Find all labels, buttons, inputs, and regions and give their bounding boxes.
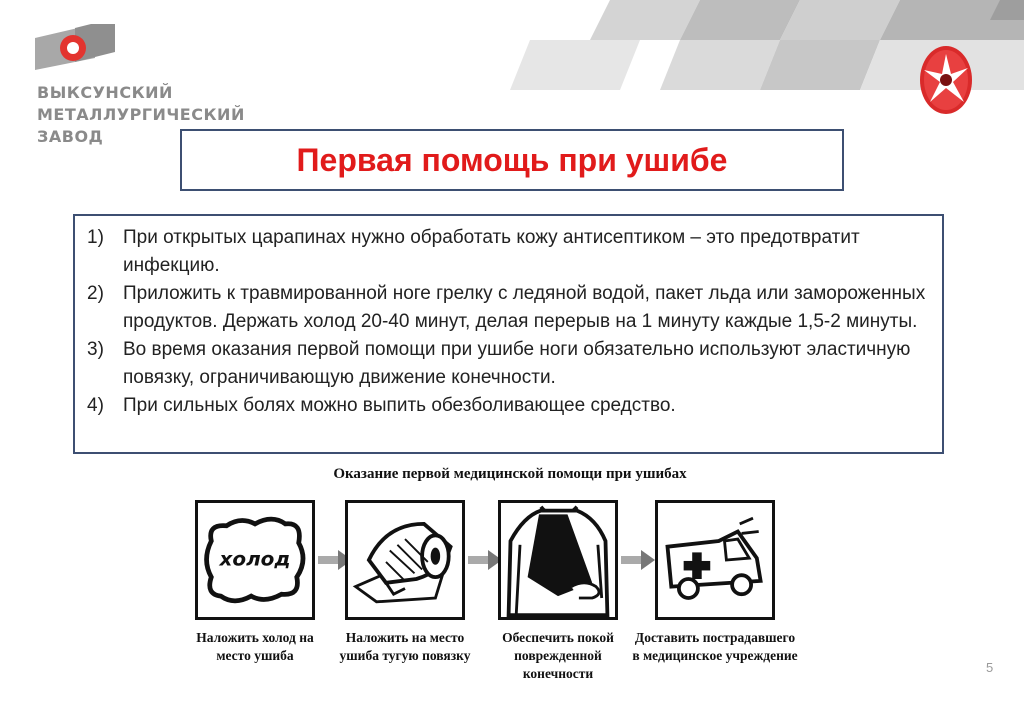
vmz-logo-icon — [35, 24, 115, 70]
list-item — [87, 392, 932, 420]
list-item — [87, 224, 932, 280]
bandage-roll-icon — [345, 500, 465, 620]
list-item-number: 1) — [87, 227, 104, 248]
arm-sling-icon — [498, 500, 618, 620]
list-item-number: 2) — [87, 283, 104, 304]
arrow-right-icon — [621, 550, 655, 570]
step-caption: Наложить холод на место ушиба — [196, 630, 314, 663]
title-box — [180, 129, 844, 191]
omk-emblem-icon — [918, 44, 974, 116]
company-name-line: ЗАВОД — [37, 127, 104, 146]
page-number: 5 — [986, 660, 994, 675]
list-item-text: При открытых царапинах нужно обработать кожу антисептиком – это предотвратит инфекцию. — [123, 227, 860, 276]
company-name-line: МЕТАЛЛУРГИЧЕСКИЙ — [37, 105, 245, 124]
list-item — [87, 280, 932, 336]
cold-word: холод — [219, 546, 291, 571]
cold-pack-icon — [195, 500, 315, 620]
list-item-number: 3) — [87, 339, 104, 360]
ambulance-icon — [655, 500, 775, 620]
list-item — [87, 336, 932, 392]
illustration-title: Оказание первой медицинской помощи при ушибах — [333, 466, 687, 482]
list-item-text: При сильных болях можно выпить обезболивающее средство. — [123, 395, 676, 416]
list-item-text: Приложить к травмированной ноге грелку с ледяной водой, пакет льда или замороженных продуктов. Держать холод 20-40 минут, делая перерыв на 1 минуту каждые 1,5-2 минуты. — [123, 283, 926, 332]
list-item-number: 4) — [87, 395, 104, 416]
step-caption: Обеспечить покой поврежденной конечности — [502, 630, 614, 681]
step-caption: Доставить пострадавшего в медицинское учреждение — [632, 630, 798, 663]
instructions-list — [73, 214, 944, 454]
company-name-line: ВЫКСУНСКИЙ — [37, 83, 173, 102]
page-title: Первая помощь при ушибе — [296, 141, 728, 178]
step-caption: Наложить на место ушиба тугую повязку — [339, 630, 471, 663]
list-item-text: Во время оказания первой помощи при ушибе ноги обязательно используют эластичную повязку, ограничивающую движение конечности. — [123, 339, 911, 388]
arrow-right-icon — [468, 550, 502, 570]
